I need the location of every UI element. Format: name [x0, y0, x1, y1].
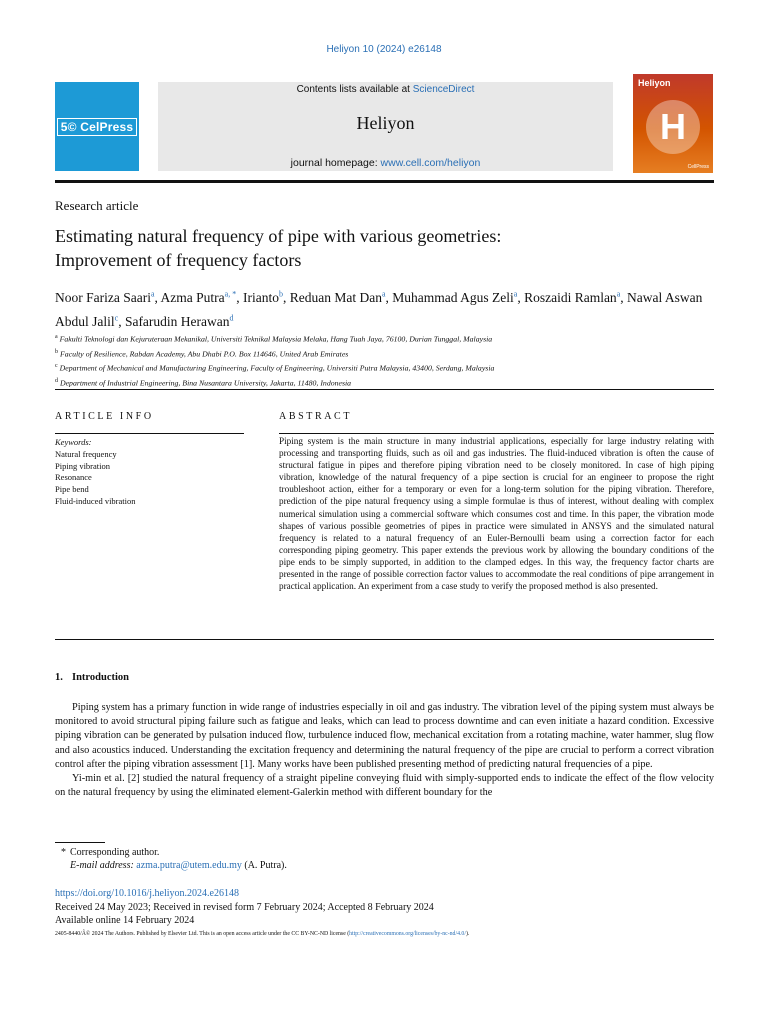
author-name[interactable]: Noor Fariza Saari [55, 289, 151, 305]
affiliation-text: Department of Mechanical and Manufacturing Engineering, Faculty of Engineering, Universiti Putra Malaysia, 43400, Serdang, Malaysia [59, 363, 495, 373]
affiliation-item [55, 346, 715, 361]
article-info-divider [55, 433, 244, 434]
keyword-item: Resonance [55, 472, 92, 483]
affiliation-item [55, 331, 715, 346]
cellpress-logo[interactable] [55, 82, 139, 171]
affiliation-text: Faculty of Resilience, Rabdan Academy, Abu Dhabi P.O. Box 114646, United Arab Emirates [59, 349, 349, 359]
contents-line [158, 84, 613, 95]
author-name[interactable]: Reduan Mat Dan [289, 289, 382, 305]
email-note [55, 859, 729, 872]
affiliation-list [55, 331, 715, 389]
license-link[interactable]: http://creativecommons.org/licenses/by-nc-nd/4.0/ [349, 931, 466, 937]
author-separator: , [154, 289, 161, 305]
cover-label: Heliyon [638, 78, 671, 88]
author-affiliation-mark[interactable]: a [150, 289, 155, 298]
author[interactable] [55, 290, 161, 305]
author[interactable] [161, 290, 243, 305]
license-suffix: ). [465, 931, 470, 937]
keyword-item: Natural frequency [55, 448, 117, 459]
affiliation-mark: d [55, 377, 58, 384]
section-title: Introduction [72, 672, 129, 683]
author-email-link[interactable]: azma.putra@utem.edu.my [136, 860, 242, 871]
cover-letter: H [660, 106, 686, 147]
author[interactable] [243, 290, 290, 305]
article-info-heading: ARTICLE INFO [55, 411, 154, 422]
author-name[interactable]: Roszaidi Ramlan [524, 289, 617, 305]
section-heading-introduction [55, 672, 129, 683]
author-name[interactable]: Nawal Aswan Abdul Jalil [55, 289, 703, 329]
license-prefix: 2405-8440/Â© 2024 The Authors. Published by Elsevier Ltd. This is an open access article under the CC BY-NC-ND license ( [55, 931, 350, 937]
introduction-body [55, 701, 714, 800]
author-name[interactable]: Safarudin Herawan [124, 314, 230, 329]
available-online: Available online 14 February 2024 [55, 915, 195, 926]
corresponding-author-note [55, 846, 714, 859]
homepage-link[interactable]: www.cell.com/heliyon [380, 157, 481, 169]
author-separator: , [118, 314, 125, 329]
author-separator: , [517, 289, 525, 305]
affiliation-item [55, 375, 715, 390]
title-line-1: Estimating natural frequency of pipe with various geometries: [55, 226, 502, 246]
author-affiliation-mark[interactable]: a [381, 289, 386, 298]
cover-h-emblem [646, 100, 700, 154]
article-title [55, 224, 715, 272]
author-name[interactable]: Azma Putra [160, 289, 225, 305]
keyword-item: Fluid-induced vibration [55, 495, 136, 506]
keywords-list [55, 449, 245, 508]
intro-paragraph-1: Piping system has a primary function in wide range of industries especially in oil and gas industry. The vibration level of the piping system must always be monitored to avoid structural piping failure such as fatigue and leaks, which can lead to process downtime and can even initiate a hazard condition. Excessive piping vibration can be generated by pulsation induced flow, turbulence induced flow, mechanical excitation from a rotating machine, water hammer, slug flow and also acoustics induced. Understanding the excitation frequency and determining the natural frequency of the pipe are crucial to perform a correct vibration control after the piping vibration assessment [1]. Many works have been published presenting method of predicting natural frequencies of a pipe. [55, 702, 714, 770]
keywords-block [55, 437, 245, 508]
corresponding-label: Corresponding author. [70, 847, 160, 858]
affiliation-text: Department of Industrial Engineering, Bina Nusantara University, Jakarta, 11480, Indonesia [59, 378, 352, 388]
author[interactable] [392, 290, 524, 305]
license-line [55, 931, 715, 937]
author-affiliation-mark[interactable]: a [513, 289, 518, 298]
title-line-2: Improvement of frequency factors [55, 250, 302, 270]
sciencedirect-link[interactable]: ScienceDirect [412, 84, 475, 95]
author-separator: , [385, 289, 393, 305]
author-separator: , [620, 289, 627, 305]
author-affiliation-mark[interactable]: b [278, 289, 283, 298]
author-separator: , [282, 289, 290, 305]
affiliation-text: Fakulti Teknologi dan Kejuruteraan Mekanikal, Universiti Teknikal Malaysia Melaka, Hang Tuah Jaya, 76100, Durian Tunggal, Malaysia [59, 334, 493, 344]
intro-paragraph-2: Yi-min et al. [2] studied the natural frequency of a straight pipeline conveying fluid with simply-supported ends to indicate the effect of the flow velocity on the natural frequency by using the eliminated element-Galerkin method with different boundary for the [55, 773, 714, 799]
cellpress-logo-text: 5© CelPress [57, 118, 137, 136]
affiliation-item [55, 360, 715, 375]
journal-title: Heliyon [356, 113, 415, 133]
journal-citation-link[interactable]: Heliyon 10 (2024) e26148 [326, 44, 442, 55]
keywords-label: Keywords: [55, 437, 92, 447]
journal-masthead [158, 82, 613, 171]
author[interactable] [125, 314, 234, 329]
author-name[interactable]: Muhammad Agus Zeli [392, 289, 514, 305]
article-type: Research article [55, 198, 139, 213]
section-number: 1. [55, 672, 63, 683]
abstract-divider [279, 433, 714, 434]
title-divider [55, 389, 714, 390]
abstract-text: Piping system is the main structure in many industrial applications, especially for large industry relating with processing and transporting fluids, such as oil and gas industries. The fluid-induced vibration is often the cause of structural fatigue in pipes and therefore piping vibration need to be closely monitored. In case of high piping vibration, knowledge of the natural frequency of a pipe section is crucial for an engineer to propose the right troubleshoot action, either for a temporary or even for a long-term solution for the piping vibration. Therefore, prediction of the pipe natural frequency using a simple formulae is thus of interest, without dealing with complex numerical simulation using a commercial software which consumes cost and time. In this paper, the vibration mode shapes of various possible geometries of pipes in practice were simulated in ANSYS and the simulated natural frequency is related to a natural frequency of an Euler-Bernoulli beam using a correction factor for each corresponding piping geometry. This paper extends the previous work by allowing the boundary conditions of the pipe ends to be simply supported, in addition to the clamped edges. In this way, the frequency factor charts are presented in the range of possible correction factor values to accommodate the real conditions of pipe arrangement in practical application. An experiment from a case study to verify the proposed method is also presented. [279, 436, 714, 592]
contents-prefix: Contents lists available at [296, 84, 413, 95]
author[interactable] [290, 290, 393, 305]
abstract-bottom-divider [55, 639, 714, 640]
affiliation-mark: b [55, 348, 58, 355]
journal-citation[interactable] [0, 44, 768, 55]
keyword-item: Pipe bend [55, 484, 89, 495]
author[interactable] [524, 290, 627, 305]
keyword-item: Piping vibration [55, 460, 111, 471]
author-separator: , [236, 289, 243, 305]
doi-line[interactable] [55, 887, 239, 900]
homepage-line [158, 157, 613, 169]
cover-publisher: CellPress [687, 164, 709, 170]
footnote-divider [55, 842, 105, 843]
homepage-prefix: journal homepage: [290, 157, 381, 169]
footnote-mark: * [61, 847, 66, 858]
journal-cover-image[interactable] [633, 74, 713, 173]
header-divider [55, 180, 714, 183]
author-affiliation-mark[interactable]: d [229, 313, 234, 323]
author-name[interactable]: Irianto [242, 289, 279, 305]
author-affiliation-mark[interactable]: c [114, 313, 119, 323]
affiliation-mark: a [55, 334, 58, 340]
author-affiliation-mark[interactable]: a, * [224, 289, 237, 298]
received-dates: Received 24 May 2023; Received in revised form 7 February 2024; Accepted 8 February 2024 [55, 902, 434, 913]
author-affiliation-mark[interactable]: a [616, 289, 621, 298]
abstract-heading: ABSTRACT [279, 411, 353, 422]
doi-link[interactable]: https://doi.org/10.1016/j.heliyon.2024.e26148 [55, 888, 239, 899]
email-suffix: (A. Putra). [241, 860, 287, 871]
email-label: E-mail address: [70, 860, 137, 871]
affiliation-mark: c [55, 363, 58, 370]
author-list [55, 283, 715, 332]
